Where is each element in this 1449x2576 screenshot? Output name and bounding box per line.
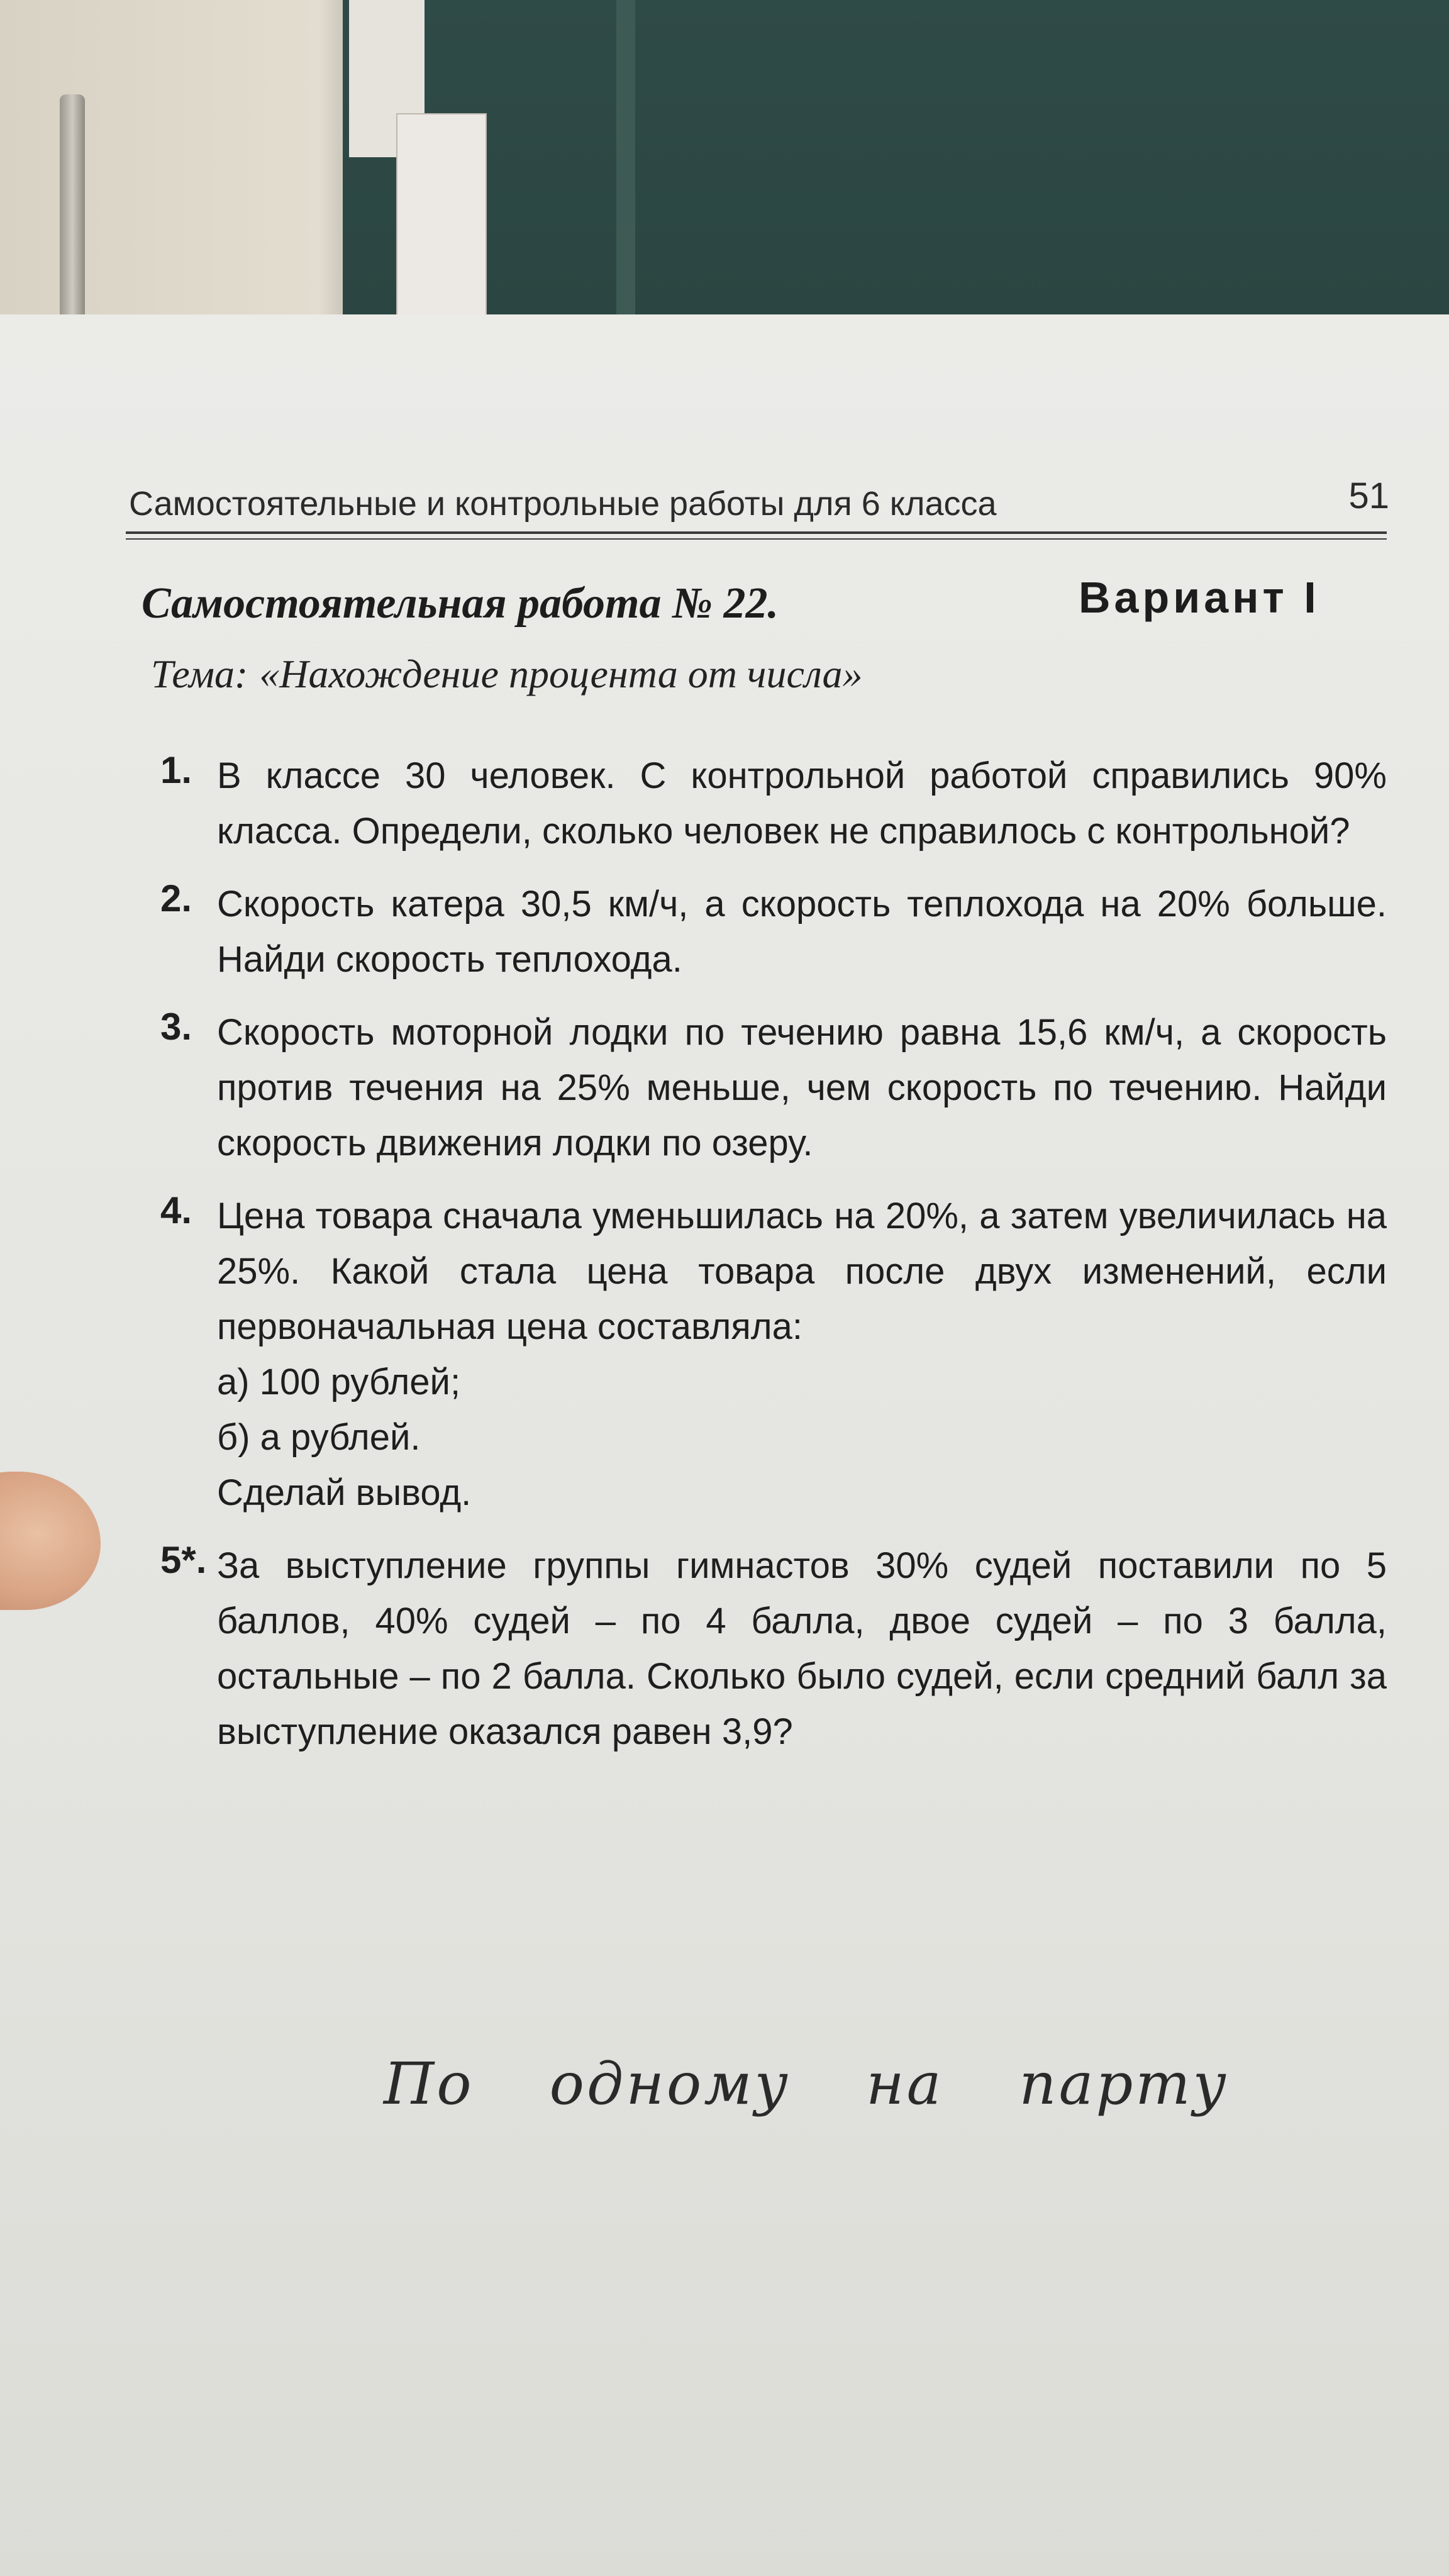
problem-text: Скорость моторной лодки по течению равна 15,6 км/ч, а скорость против течения на 25% меньше, чем скорость по течению. Найди скорость движения лодки по озеру. [217,1012,1387,1163]
problem-2 [160,877,1387,987]
problem-text: В классе 30 человек. С контрольной работой справились 90% класса. Определи, сколько человек не справилось с контрольной? [217,755,1387,852]
page-number: 51 [1348,475,1389,516]
running-title: Самостоятельные и контрольные работы для 6 класса [129,485,997,523]
topic-text: «Нахождение процента от числа» [259,652,863,696]
problem-number: 5*. [160,1539,207,1581]
handwritten-word: на [865,2050,944,2118]
problem-conclusion: Сделай вывод. [217,1472,472,1513]
handwritten-word: одному [549,2050,791,2118]
problem-number: 2. [160,877,192,919]
problem-part-a: а) 100 рублей; [217,1362,461,1402]
header-rule [126,531,1387,534]
background-chalkboard [343,0,1449,318]
problem-text: Скорость катера 30,5 км/ч, а скорость теплохода на 20% больше. Найди скорость теплохода. [217,884,1387,980]
header-rule-thin [126,538,1387,540]
problem-text: За выступление группы гимнастов 30% судей поставили по 5 баллов, 40% судей – по 4 балла, двое судей – по 3 балла, остальные – по 2 балла. Сколько было судей, если средний балл за выступление оказался равен 3,9? [217,1545,1387,1752]
variant-label: Вариант I [1079,573,1320,622]
problem-number: 3. [160,1006,192,1048]
problem-3 [160,1005,1387,1171]
problem-text: Цена товара сначала уменьшилась на 20%, а затем увеличилась на 25%. Какой стала цена товара после двух изменений, если первоначальная цена составляла: [217,1196,1387,1347]
problem-list [160,748,1387,1777]
problem-1 [160,748,1387,859]
background-board-frame [616,0,635,318]
handwritten-word: парту [1019,2050,1230,2118]
background-pole [60,94,85,327]
problem-4 [160,1189,1387,1521]
handwritten-note [384,2050,1304,2118]
problem-part-b: б) a рублей. [217,1417,421,1458]
handwritten-word: По [384,2050,474,2118]
problem-5 [160,1538,1387,1760]
background-poster [396,113,487,317]
problem-number: 1. [160,749,192,791]
topic-label: Тема: [151,652,248,696]
problem-number: 4. [160,1189,192,1231]
topic-line [151,651,863,697]
book-page [0,314,1449,2576]
work-title: Самостоятельная работа № 22. [142,579,779,628]
